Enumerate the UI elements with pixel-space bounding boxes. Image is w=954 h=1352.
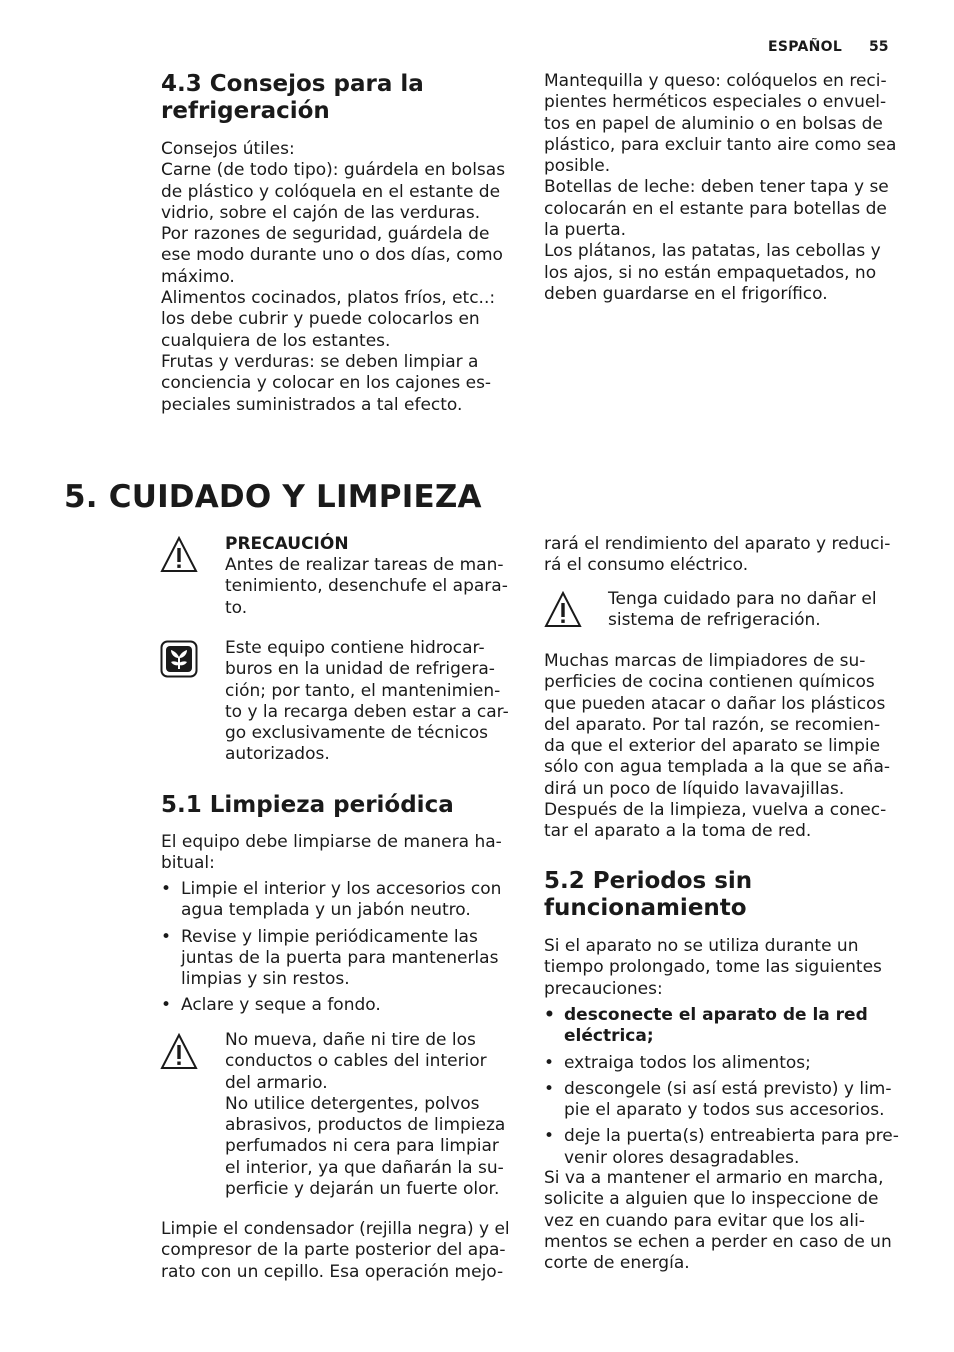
section-4-3-right-text: Mantequilla y queso: colóquelos en reci- pientes herméticos especiales o envuel- tos en papel de aluminio o en bolsas de plástico, para excluir tanto aire como sea posible. Botellas de leche: deben tener tapa y se colocarán en el estante para botellas de la puerta. Los plátanos, las patatas, las cebollas y los ajos, si no están empaquetados, no deben guardarse en el frigorífico.: [544, 71, 897, 304]
section-5-1-warning-text: No mueva, dañe ni tire de los conductos o cables del interior del armario. No utilice detergentes, polvos abrasivos, productos de limpieza perfumados ni cera para limpiar el interior, ya que dañarán la su- perficie y dejarán un fuerte olor.: [225, 1030, 506, 1200]
section-4-3-left-text: Consejos útiles: Carne (de todo tipo): guárdela en bolsas de plástico y colóquela en el estante de vidrio, sobre el cajón de las verduras. Por razones de seguridad, guárdela de ese modo durante uno o dos días, como máximo. Alimentos cocinados, platos fríos, etc..: los debe cubrir y puede colocarlos en cualquiera de los estantes. Frutas y verduras: se deben limpiar a conciencia y colocar en los cajones es- peciales suministrados a tal efecto.: [161, 139, 506, 415]
condenser-text: Limpie el condensador (rejilla negra) y el compresor de la parte posterior del apa- rato con un cepillo. Esa operación mejo-: [161, 1219, 510, 1282]
list-item: • descongele (si así está previsto) y lim- pie el aparato y todos sus accesorios.: [544, 1079, 904, 1122]
chapter-5-number: 5.: [64, 479, 98, 515]
warning-triangle-icon: [160, 536, 198, 574]
section-5-2-outro: Si va a mantener el armario en marcha, solicite a alguien que lo inspeccione de vez en cuando para evitar que los ali- mentos se echen a perder en caso de un corte de energía.: [544, 1168, 892, 1274]
list-item: • desconecte el aparato de la red eléctrica;: [544, 1005, 904, 1048]
section-5-1-heading: [161, 792, 521, 819]
section-5-1-bullet-list: [161, 879, 521, 1022]
list-item: • Revise y limpie periódicamente las juntas de la puerta para mantenerlas limpias y sin restos.: [161, 927, 521, 991]
section-5-1-intro: El equipo debe limpiarse de manera ha- bitual:: [161, 832, 502, 874]
header-language: ESPAÑOL: [768, 39, 843, 55]
section-4-3-heading: [161, 71, 521, 125]
list-item: • Aclare y seque a fondo.: [161, 995, 521, 1016]
chapter-5-heading: [64, 480, 482, 514]
section-5-2-bullet-list: [544, 1005, 904, 1174]
section-4-3-title: Consejos para la refrigeración: [161, 71, 424, 124]
page-number: 55: [869, 39, 889, 55]
section-5-2-intro: Si el aparato no se utiliza durante un tiempo prolongado, tome las siguientes precauciones:: [544, 936, 882, 999]
chapter-5-title: CUIDADO Y LIMPIEZA: [108, 479, 482, 515]
section-5-1-number: 5.1: [161, 792, 202, 818]
list-item: • deje la puerta(s) entreabierta para pre- venir olores desagradables.: [544, 1126, 904, 1169]
caution-label: PRECAUCIÓN: [225, 534, 349, 554]
environment-flower-icon: [160, 640, 198, 678]
list-item: • extraiga todos los alimentos;: [544, 1053, 904, 1074]
cooling-warning-text: Tenga cuidado para no dañar el sistema de refrigeración.: [608, 589, 877, 631]
condenser-text-continued: rará el rendimiento del aparato y reduci- rá el consumo eléctrico.: [544, 534, 891, 576]
section-5-1-title: Limpieza periódica: [209, 792, 454, 818]
section-5-2-heading: [544, 868, 904, 922]
list-item: • Limpie el interior y los accesorios con agua templada y un jabón neutro.: [161, 879, 521, 922]
eco-text: Este equipo contiene hidrocar- buros en la unidad de refrigera- ción; por tanto, el mantenimien- to y la recarga deben estar a car- go exclusivamente de técnicos autorizados.: [225, 638, 509, 765]
warning-triangle-icon: [544, 591, 582, 629]
caution-text: Antes de realizar tareas de man- tenimiento, desenchufe el apara- to.: [225, 555, 508, 618]
section-5-2-title: Periodos sin funcionamiento: [544, 868, 753, 921]
warning-triangle-icon: [160, 1033, 198, 1071]
section-4-3-number: 4.3: [161, 71, 202, 97]
section-5-2-number: 5.2: [544, 868, 585, 894]
cleaners-text: Muchas marcas de limpiadores de su- perficies de cocina contienen químicos que pueden atacar o dañar los plásticos del aparato. Por tal razón, se recomien- da que el exterior del aparato se limpie sólo con agua templada a la que se aña- dirá un poco de líquido lavavajillas. Después de la limpieza, vuelva a conec- tar el aparato a la toma de red.: [544, 651, 891, 842]
